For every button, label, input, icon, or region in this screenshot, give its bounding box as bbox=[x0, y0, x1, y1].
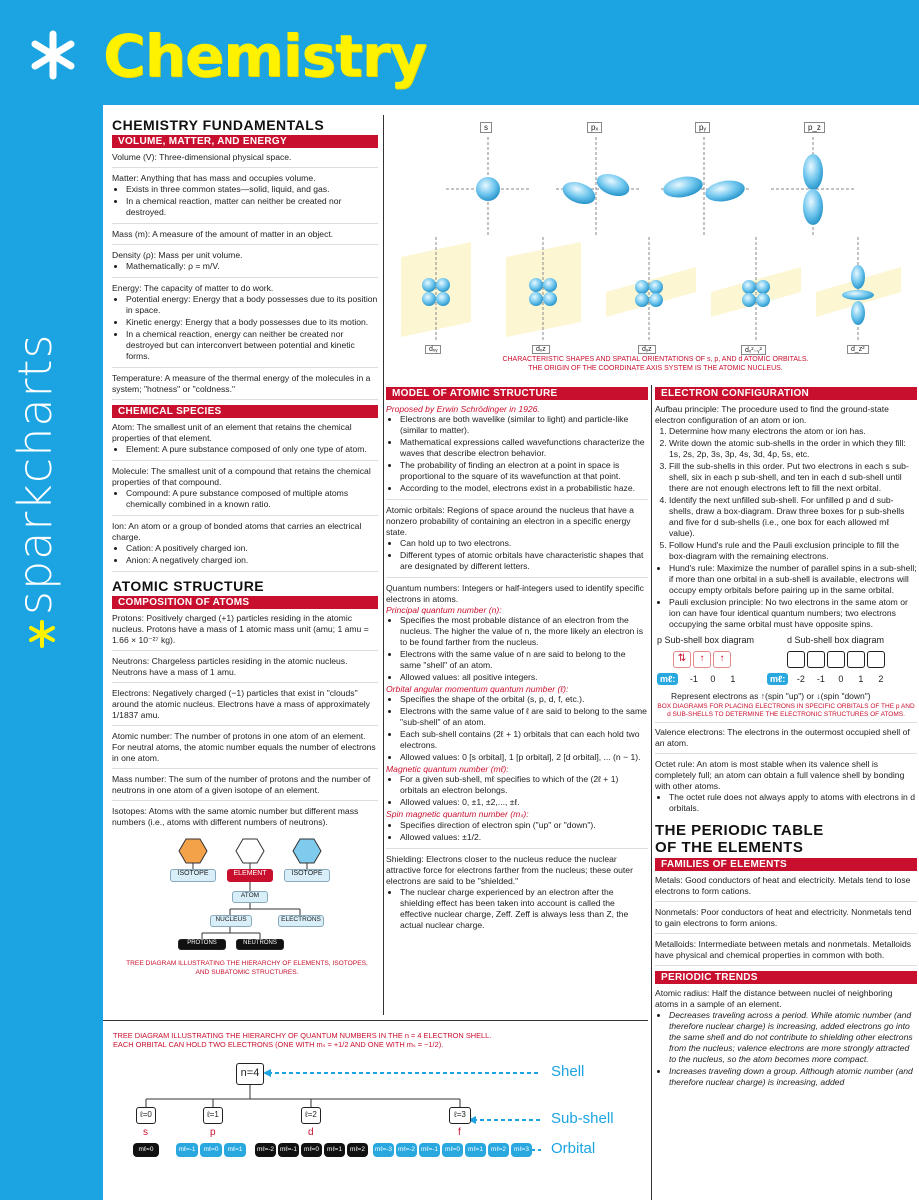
energy-bullet: • Potential energy: Energy that a body possesses due to its position in space. bbox=[126, 294, 378, 316]
orbital-px bbox=[556, 137, 641, 237]
tree-caption: TREE DIAGRAM ILLUSTRATING THE HIERARCHY OF ELEMENTS, ISOTOPES, AND SUBATOMIC STRUCTURES. bbox=[126, 960, 368, 976]
orbital-pill-s: mℓ=0 bbox=[133, 1143, 159, 1157]
def-temperature: Temperature: A measure of the thermal energy of the molecules in a system; "hotness" or "coldness." bbox=[112, 373, 371, 394]
spin-heading: Spin magnetic quantum number (mₛ): bbox=[386, 809, 529, 819]
orbital-label: pᵧ bbox=[695, 122, 710, 133]
matter-bullet: • Exists in three common states—solid, liquid, and gas. bbox=[126, 184, 378, 195]
def-ion: Ion: An atom or a group of bonded atoms that carries an electrical charge. bbox=[112, 521, 362, 542]
radius-bullet: • Decreases traveling across a period. While atomic number (and therefore nuclear charge) is increasing, added electrons go into the same shell and do not contribute to shielding other electrons from the nucleus; valence electrons are more strongly attracted to the nucleus, so the atom becomes more compact. bbox=[669, 1010, 917, 1065]
orbital-pill-f: mℓ=-1 bbox=[419, 1143, 440, 1157]
section-title-periodic-1: THE PERIODIC TABLE bbox=[655, 822, 824, 839]
orbital-shapes-drawing bbox=[391, 117, 919, 357]
def-nonmetals: Nonmetals: Poor conductors of heat and electricity. Nonmetals tend to gain electrons to form anions. bbox=[655, 907, 912, 928]
def-atomic-number: Atomic number: The number of protons in one atom of an element. For neutral atoms, the atomic number equals the number of electrons in one atom. bbox=[112, 731, 376, 763]
orbital-pill-d: mℓ=0 bbox=[301, 1143, 322, 1157]
label-s: s bbox=[143, 1127, 148, 1138]
tree-isotope-right: ISOTOPE bbox=[284, 869, 330, 882]
label-f: f bbox=[458, 1127, 461, 1138]
angular-heading: Orbital angular momentum quantum number (ℓ): bbox=[386, 684, 569, 694]
def-metalloids: Metalloids: Intermediate between metals and nonmetals. Metalloids have physical and chemical properties in common with both. bbox=[655, 939, 912, 960]
column-electron-config bbox=[655, 385, 917, 1200]
pauli-principle: • Pauli exclusion principle: No two electrons in the same atom or ion can have four identical quantum numbers; two electrons occupying the same orbital must have opposite spins. bbox=[669, 597, 917, 630]
orbital-pill-f: mℓ=0 bbox=[442, 1143, 463, 1157]
magnetic-bullet: • Allowed values: 0, ±1, ±2,..., ±ℓ. bbox=[400, 797, 648, 808]
orbital-pill-p: mℓ=1 bbox=[224, 1143, 246, 1157]
def-isotopes: Isotopes: Atoms with the same atomic number but different mass numbers (i.e., atoms with different numbers of neutrons). bbox=[112, 806, 359, 827]
def-quantum-numbers: Quantum numbers: Integers or half-integers used to identify specific electrons in atoms. bbox=[386, 583, 644, 604]
orbital-pill-d: mℓ=1 bbox=[324, 1143, 345, 1157]
label-shell: Shell bbox=[551, 1063, 585, 1080]
p-box-cell: ↑ bbox=[713, 651, 731, 668]
def-density: Density (ρ): Mass per unit volume. bbox=[112, 250, 243, 260]
orbital-label: dₓᵧ bbox=[425, 345, 441, 354]
tree-electrons: ELECTRONS bbox=[278, 915, 324, 927]
d-box-title: d Sub-shell box diagram bbox=[787, 635, 885, 645]
density-bullet: • Mathematically: ρ = m/V. bbox=[126, 261, 378, 272]
quantum-tree-diagram bbox=[103, 1025, 648, 1200]
orbital-label: dₓz bbox=[532, 345, 550, 354]
matter-bullet: • In a chemical reaction, matter can neither be created nor destroyed. bbox=[126, 196, 378, 218]
orbital-label: pₓ bbox=[587, 122, 602, 133]
ion-bullet: • Cation: A positively charged ion. bbox=[126, 543, 378, 554]
def-protons: Protons: Positively charged (+1) particles residing in the atomic nucleus. Protons have a mass of 1 atomic mass unit (amu; 1 amu = 1.66 × 10⁻²⁷ kg). bbox=[112, 613, 369, 645]
d-box-cell bbox=[807, 651, 825, 668]
brand-asterisk-icon bbox=[28, 620, 56, 648]
orbital-pill-p: mℓ=-1 bbox=[176, 1143, 198, 1157]
angular-bullet: • Allowed values: 0 [s orbital], 1 [p orbital], 2 [d orbital], ... (n − 1). bbox=[400, 752, 648, 763]
section-title-fundamentals: CHEMISTRY FUNDAMENTALS bbox=[112, 117, 325, 133]
orbital-py bbox=[661, 137, 751, 237]
magnetic-bullet: • For a given sub-shell, mℓ specifies to which of the (2ℓ + 1) orbitals an electron belongs. bbox=[400, 774, 648, 796]
def-energy: Energy: The capacity of matter to do work. bbox=[112, 283, 274, 293]
d-box-cell bbox=[827, 651, 845, 668]
header-bar bbox=[0, 0, 919, 105]
bar-volume-matter-energy: VOLUME, MATTER, AND ENERGY bbox=[112, 135, 378, 148]
orbital-label: dᵧz bbox=[638, 345, 656, 354]
node-l2: ℓ=2 bbox=[301, 1107, 321, 1124]
p-box-cell: ↑ bbox=[693, 651, 711, 668]
aufbau-step: 3. Fill the sub-shells in this order. Put two electrons in each s sub-shell, six in each p sub-shell, and ten in each d sub-shell until there are not enough electrons left to fill the next orbital. bbox=[669, 461, 917, 494]
tree-atom: ATOM bbox=[232, 891, 268, 903]
represent-electrons: Represent electrons as ↑(spin "up") or ↓(spin "down") bbox=[671, 691, 871, 701]
molecule-bullet: • Compound: A pure substance composed of multiple atoms chemically combined in a known ratio. bbox=[126, 488, 378, 510]
orbital-pill-f: mℓ=-3 bbox=[373, 1143, 394, 1157]
node-l0: ℓ=0 bbox=[136, 1107, 156, 1124]
orbital-shapes-figure bbox=[391, 117, 919, 382]
tree-element: ELEMENT bbox=[227, 869, 273, 882]
orbital-pill-d: mℓ=2 bbox=[347, 1143, 368, 1157]
orbital-caption bbox=[393, 355, 918, 373]
def-mass: Mass (m): A measure of the amount of matter in an object. bbox=[112, 229, 334, 239]
energy-bullet: • Kinetic energy: Energy that a body possesses due to its motion. bbox=[126, 317, 378, 328]
def-mass-number: Mass number: The sum of the number of protons and the number of neutrons in one atom of a given isotope of an element. bbox=[112, 774, 371, 795]
angular-bullet: • Electrons with the same value of ℓ are said to belong to the same "sub-shell" of an atom. bbox=[400, 706, 648, 728]
aufbau-step: 4. Identify the next unfilled sub-shell. For unfilled p and d sub-shells, draw a box-diagram. Draw three boxes for p sub-shells and five for d sub-shells (i.e., one box for each allowed mℓ value). bbox=[669, 495, 917, 539]
label-orbital: Orbital bbox=[551, 1140, 596, 1157]
p-ml-row bbox=[657, 673, 743, 685]
model-bullet: • According to the model, electrons exist in a probabilistic haze. bbox=[400, 483, 648, 494]
ml-value: -1 bbox=[816, 674, 825, 684]
ml-label: mℓ: bbox=[767, 673, 788, 685]
orbital-pill-f: mℓ=-2 bbox=[396, 1143, 417, 1157]
def-matter: Matter: Anything that has mass and occupies volume. bbox=[112, 173, 316, 183]
bar-electron-configuration: ELECTRON CONFIGURATION bbox=[655, 387, 917, 400]
def-neutrons: Neutrons: Chargeless particles residing in the atomic nucleus. Neutrons have a mass of 1 amu. bbox=[112, 656, 348, 677]
def-volume: Volume (V): Three-dimensional physical space. bbox=[112, 152, 292, 162]
bar-model-atomic-structure: MODEL OF ATOMIC STRUCTURE bbox=[386, 387, 648, 400]
angular-bullet: • Specifies the shape of the orbital (s, p, d, f, etc.). bbox=[400, 694, 648, 705]
def-atom: Atom: The smallest unit of an element that retains the chemical properties of that element. bbox=[112, 422, 352, 443]
bar-families: FAMILIES OF ELEMENTS bbox=[655, 858, 917, 871]
def-octet: Octet rule: An atom is most stable when its valence shell is completely full; an atom can obtain a full valence shell by bonding with other atoms. bbox=[655, 759, 905, 791]
d-ml-row bbox=[767, 673, 891, 685]
orbital-dyz bbox=[606, 237, 696, 342]
ml-value: 2 bbox=[878, 674, 884, 684]
model-bullet: • The probability of finding an electron at a point in space is proportional to the square of its wavefunction at that point. bbox=[400, 460, 648, 482]
energy-bullet: • In a chemical reaction, energy can neither be created nor destroyed but can interconvert between potential and kinetic forms. bbox=[126, 329, 378, 362]
box-diagrams bbox=[655, 631, 917, 723]
def-shielding: Shielding: Electrons closer to the nucleus reduce the nuclear attractive force for electrons farther from the nucleus; these outer electrons are said to be "shielded." bbox=[386, 854, 633, 886]
ml-label: mℓ: bbox=[657, 673, 678, 685]
d-box-cell bbox=[787, 651, 805, 668]
ml-value: 1 bbox=[858, 674, 864, 684]
d-box-cell bbox=[867, 651, 885, 668]
section-title-atomic-structure: ATOMIC STRUCTURE bbox=[112, 578, 265, 594]
def-valence: Valence electrons: The electrons in the outermost occupied shell of an atom. bbox=[655, 727, 910, 748]
principal-heading: Principal quantum number (n): bbox=[386, 605, 502, 615]
model-proposed: Proposed by Erwin Schrödinger in 1926. bbox=[386, 404, 540, 414]
tree-protons: PROTONS bbox=[178, 939, 226, 950]
page-title: Chemistry bbox=[103, 22, 427, 90]
def-aufbau: Aufbau principle: The procedure used to find the ground-state electron configuration of an atom or ion. bbox=[655, 404, 889, 425]
box-caption: BOX DIAGRAMS FOR PLACING ELECTRONS IN SPECIFIC ORBITALS OF THE p AND d SUB-SHELLS TO DETERMINE THE ELECTRONIC STRUCTURES OF ATOMS. bbox=[657, 703, 915, 718]
label-p: p bbox=[210, 1127, 216, 1138]
orbital-pill-d: mℓ=-1 bbox=[278, 1143, 299, 1157]
quantum-caption-line: TREE DIAGRAM ILLUSTRATING THE HIERARCHY OF QUANTUM NUMBERS IN THE n = 4 ELECTRON SHELL. bbox=[113, 1031, 492, 1040]
p-box-cells bbox=[673, 651, 733, 669]
model-bullet: • Mathematical expressions called wavefunctions characterize the waves that describe electron behavior. bbox=[400, 437, 648, 459]
orbital-label: p_z bbox=[804, 122, 825, 133]
ml-value: 0 bbox=[710, 674, 716, 684]
ml-value: 1 bbox=[730, 674, 736, 684]
orbital-caption-line: THE ORIGIN OF THE COORDINATE AXIS SYSTEM IS THE ATOMIC NUCLEUS. bbox=[528, 365, 783, 372]
aufbau-step: 5. Follow Hund's rule and the Pauli exclusion principle to fill the box-diagram with the remaining electrons. bbox=[669, 540, 917, 562]
radius-bullet: • Increases traveling down a group. Although atomic number (and therefore nuclear charge) is increasing, added bbox=[669, 1066, 917, 1088]
aufbau-steps bbox=[655, 426, 917, 562]
orbital-s bbox=[446, 137, 531, 237]
orbital-pz bbox=[771, 137, 856, 237]
orbitals-bullet: • Can hold up to two electrons. bbox=[400, 538, 648, 549]
orbital-dxy bbox=[401, 237, 471, 342]
principal-bullet: • Allowed values: all positive integers. bbox=[400, 672, 648, 683]
angular-bullet: • Each sub-shell contains (2ℓ + 1) orbitals that can each hold two electrons. bbox=[400, 729, 648, 751]
label-d: d bbox=[308, 1127, 314, 1138]
tree-nucleus: NUCLEUS bbox=[210, 915, 252, 927]
node-n4: n=4 bbox=[236, 1063, 264, 1085]
chart-content bbox=[103, 105, 919, 1200]
ml-value: -1 bbox=[689, 674, 698, 684]
p-box-cell: ⇅ bbox=[673, 651, 691, 668]
orbital-pill-f: mℓ=3 bbox=[511, 1143, 532, 1157]
bar-composition-of-atoms: COMPOSITION OF ATOMS bbox=[112, 596, 378, 609]
def-molecule: Molecule: The smallest unit of a compound that retains the chemical properties of that compound. bbox=[112, 466, 371, 487]
spin-bullet: • Specifies direction of electron spin ("up" or "down"). bbox=[400, 820, 648, 831]
node-l3: ℓ=3 bbox=[449, 1107, 471, 1124]
magnetic-heading: Magnetic quantum number (mℓ): bbox=[386, 764, 509, 774]
def-atomic-orbitals: Atomic orbitals: Regions of space around the nucleus that have a nonzero probability of containing an electron in a specific energy state. bbox=[386, 505, 634, 537]
spin-bullet: • Allowed values: ±1/2. bbox=[400, 832, 648, 843]
d-box-cells bbox=[787, 651, 887, 669]
principal-bullet: • Specifies the most probable distance of an electron from the nucleus. The higher the value of n, the more likely an electron is to be found farther from the nucleus. bbox=[400, 615, 648, 648]
orbital-pill-d: mℓ=-2 bbox=[255, 1143, 276, 1157]
principal-bullet: • Electrons with the same value of n are said to belong to the same "shell" of an atom. bbox=[400, 649, 648, 671]
isotope-tree-diagram bbox=[112, 837, 378, 987]
brand-logo: sparkcharts bbox=[8, 333, 62, 615]
column-model bbox=[386, 385, 648, 1015]
hund-rule: • Hund's rule: Maximize the number of parallel spins in a sub-shell; if more than one orbital in a sub-shell is available, electrons will occupy empty orbitals before pairing up in the same orbital. bbox=[669, 563, 917, 596]
aufbau-step: 1. Determine how many electrons the atom or ion has. bbox=[669, 426, 917, 437]
orbital-pill-f: mℓ=1 bbox=[465, 1143, 486, 1157]
def-electrons: Electrons: Negatively charged (−1) particles that exist in "clouds" around the atomic nucleus. Electrons have a mass of approximately 1/1837 amu. bbox=[112, 688, 370, 720]
quantum-caption-line: EACH ORBITAL CAN HOLD TWO ELECTRONS (ONE WITH mₛ = +1/2 AND ONE WITH mₛ = −1/2). bbox=[113, 1040, 444, 1049]
ion-bullet: • Anion: A negatively charged ion. bbox=[126, 555, 378, 566]
asterisk-icon bbox=[28, 30, 78, 80]
label-subshell: Sub-shell bbox=[551, 1110, 614, 1127]
tree-neutrons: NEUTRONS bbox=[236, 939, 284, 950]
orbital-dxz bbox=[506, 237, 581, 342]
column-fundamentals bbox=[112, 117, 378, 1012]
ml-value: 0 bbox=[838, 674, 844, 684]
shielding-bullet: • The nuclear charge experienced by an electron after the shielding effect has been taken into account is called the effective nuclear charge, Zeff. Zeff is always less than Z, the actual nuclear charge. bbox=[400, 887, 648, 931]
orbital-caption-line: CHARACTERISTIC SHAPES AND SPATIAL ORIENTATIONS OF s, p, AND d ATOMIC ORBITALS. bbox=[502, 356, 809, 363]
orbital-label: d_z² bbox=[847, 345, 869, 354]
ml-value: -2 bbox=[796, 674, 805, 684]
orbital-pill-p: mℓ=0 bbox=[200, 1143, 222, 1157]
p-box-title: p Sub-shell box diagram bbox=[657, 635, 755, 645]
brand-sidebar bbox=[0, 105, 103, 1200]
bar-chemical-species: CHEMICAL SPECIES bbox=[112, 405, 378, 418]
column-divider bbox=[651, 385, 652, 1200]
def-metals: Metals: Good conductors of heat and electricity. Metals tend to lose electrons to form cations. bbox=[655, 875, 911, 896]
node-l1: ℓ=1 bbox=[203, 1107, 223, 1124]
orbital-pill-f: mℓ=2 bbox=[488, 1143, 509, 1157]
tree-isotope-left: ISOTOPE bbox=[170, 869, 216, 882]
orbitals-bullet: • Different types of atomic orbitals have characteristic shapes that are designated by different letters. bbox=[400, 550, 648, 572]
section-title-periodic-2: OF THE ELEMENTS bbox=[655, 839, 804, 856]
column-divider bbox=[383, 115, 384, 1015]
def-atomic-radius: Atomic radius: Half the distance between nuclei of neighboring atoms in a sample of an element. bbox=[655, 988, 893, 1009]
d-box-cell bbox=[847, 651, 865, 668]
orbital-label: dₓ²₋ᵧ² bbox=[741, 345, 766, 355]
quantum-divider bbox=[103, 1020, 648, 1021]
atom-bullet: • Element: A pure substance composed of only one type of atom. bbox=[126, 444, 378, 455]
model-bullet: • Electrons are both wavelike (similar to light) and particle-like (similar to matter). bbox=[400, 414, 648, 436]
orbital-dz2 bbox=[816, 237, 901, 342]
orbital-dx2y2 bbox=[711, 237, 801, 342]
aufbau-step: 2. Write down the atomic sub-shells in the order in which they fill: 1s, 2s, 2p, 3s, 3p, 4s, 3d, 4p, 5s, etc. bbox=[669, 438, 917, 460]
octet-bullet: • The octet rule does not always apply to atoms with electrons in d orbitals. bbox=[669, 792, 917, 814]
orbital-label: s bbox=[480, 122, 492, 133]
bar-periodic-trends: PERIODIC TRENDS bbox=[655, 971, 917, 984]
